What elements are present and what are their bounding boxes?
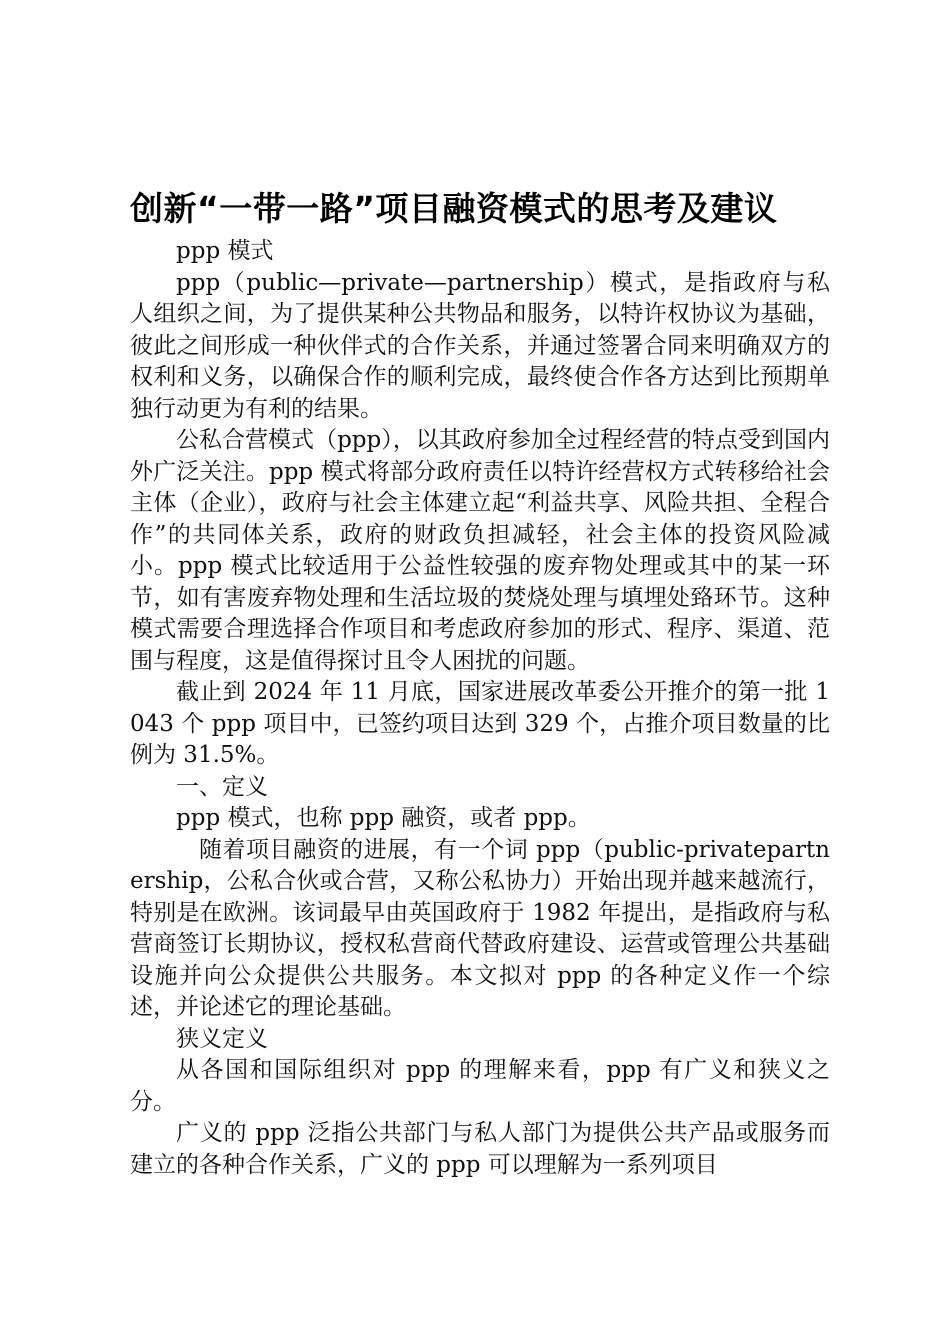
paragraph-broad-narrow: 从各国和国际组织对 ppp 的理解来看，ppp 有广义和狭义之分。 xyxy=(130,1057,830,1115)
paragraph-ppp-alias: ppp 模式，也称 ppp 融资，或者 ppp。 xyxy=(176,805,591,831)
document-body xyxy=(130,236,830,1181)
paragraph-ppp-definition: ppp（public—private—partnership）模式，是指政府与私人组织之间，为了提供某种公共物品和服务，以特许权协议为基础，彼此之间形成一种伙伴式的合作关系，并通过签署合同来明确双方的权利和义务，以确保合作的顺利完成，最终使合作各方达到比预期单独行动更为有利的结果。 xyxy=(130,269,830,422)
section-heading-definition: 一、定义 xyxy=(176,773,268,800)
section-heading-narrow-definition: 狭义定义 xyxy=(176,1025,268,1052)
paragraph-project-statistics: 截止到 2024 年 11 月底，国家进展改革委公开推介的第一批 1043 个 ppp 项目中，已签约项目达到 329 个，占推介项目数量的比例为 31.5%。 xyxy=(130,679,830,768)
paragraph-ppp-origin: 随着项目融资的进展，有一个词 ppp（public-privatepartnership，公私合伙或合营，又称公私协力）开始出现并越来越流行，特别是在欧洲。该词最早由英国政府于 1982 年提出，是指政府与私营商签订长期协议，授权私营商代替政府建设、运营或管理公共基础设施并向公众提供公共服务。本文拟对 ppp 的各种定义作一个综述，并论述它的理论基础。 xyxy=(130,836,830,1020)
document-title: 创新“一带一路”项目融资模式的思考及建议 xyxy=(130,189,778,228)
paragraph-public-private-mode: 公私合营模式（ppp），以其政府参加全过程经营的特点受到国内外广泛关注。ppp 模式将部分政府责任以特许经营权方式转移给社会主体（企业），政府与社会主体建立起“利益共享、风险共担、全程合作”的共同体关系，政府的财政负担减轻，社会主体的投资风险减小。ppp 模式比较适用于公益性较强的废弃物处理或其中的某一环节，如有害废弃物处理和生活垃圾的焚烧处理与填埋处臵环节。这种模式需要合理选择合作项目和考虑政府参加的形式、程序、渠道、范围与程度，这是值得探讨且令人困扰的问题。 xyxy=(130,427,830,674)
section-heading-ppp-mode: ppp 模式 xyxy=(176,238,274,264)
paragraph-broad-ppp: 广义的 ppp 泛指公共部门与私人部门为提供公共产品或服务而建立的各种合作关系，广义的 ppp 可以理解为一系列项目 xyxy=(130,1120,830,1178)
